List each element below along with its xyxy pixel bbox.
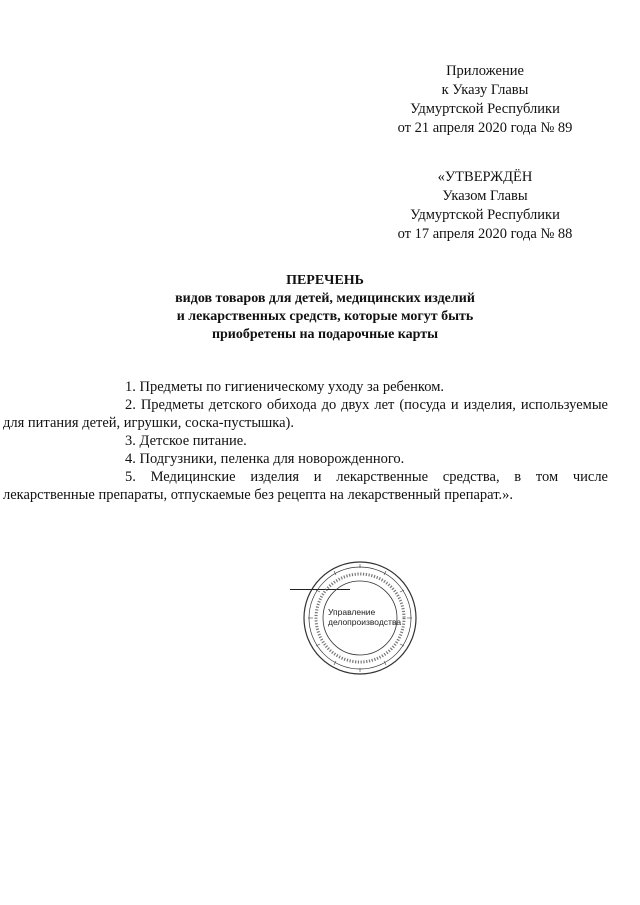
title-line-1: ПЕРЕЧЕНЬ (286, 273, 364, 288)
list-item-text: 1. Предметы по гигиеническому уходу за ребенком. (125, 379, 444, 395)
list-item-text: 2. Предметы детского обихода до двух лет (посуда и изделия, используемые для питания детей, игрушки, соска-пустышка). (3, 397, 608, 431)
list-item (3, 396, 608, 432)
list-item (3, 468, 608, 504)
list-item (118, 378, 608, 396)
items-list (3, 378, 608, 504)
annex-line-3: Удмуртской Республики (410, 101, 560, 117)
annex-line-4: от 21 апреля 2020 года № 89 (397, 120, 573, 136)
annex-line-1: Приложение (446, 63, 524, 79)
seal-label-line-1: Управление (328, 607, 376, 617)
list-item (118, 450, 608, 468)
list-item-text: 3. Детское питание. (125, 433, 247, 449)
list-item (118, 432, 608, 450)
title-line-4: приобретены на подарочные карты (211, 327, 439, 342)
annex-line-2: к Указу Главы (441, 82, 529, 98)
list-item-text: 4. Подгузники, пеленка для новорожденного. (125, 451, 405, 467)
approved-line-4: от 17 апреля 2020 года № 88 (397, 226, 573, 242)
seal-label (328, 607, 402, 627)
title-line-2: видов товаров для детей, медицинских изделий (175, 291, 475, 306)
approved-line-3: Удмуртской Республики (410, 207, 560, 223)
seal-label-line-2: делопроизводства (328, 617, 402, 627)
approved-line-2: Указом Главы (442, 188, 528, 204)
title-line-3: и лекарственных средств, которые могут быть (176, 309, 474, 324)
approved-line-1: «УТВЕРЖДЁН (437, 169, 533, 185)
approved-header (360, 168, 610, 244)
list-item-text: 5. Медицинские изделия и лекарственные средства, в том числе лекарственные препараты, отпускаемые без рецепта на лекарственный препарат.». (3, 469, 608, 503)
document-title (100, 272, 550, 344)
annex-header (360, 62, 610, 138)
